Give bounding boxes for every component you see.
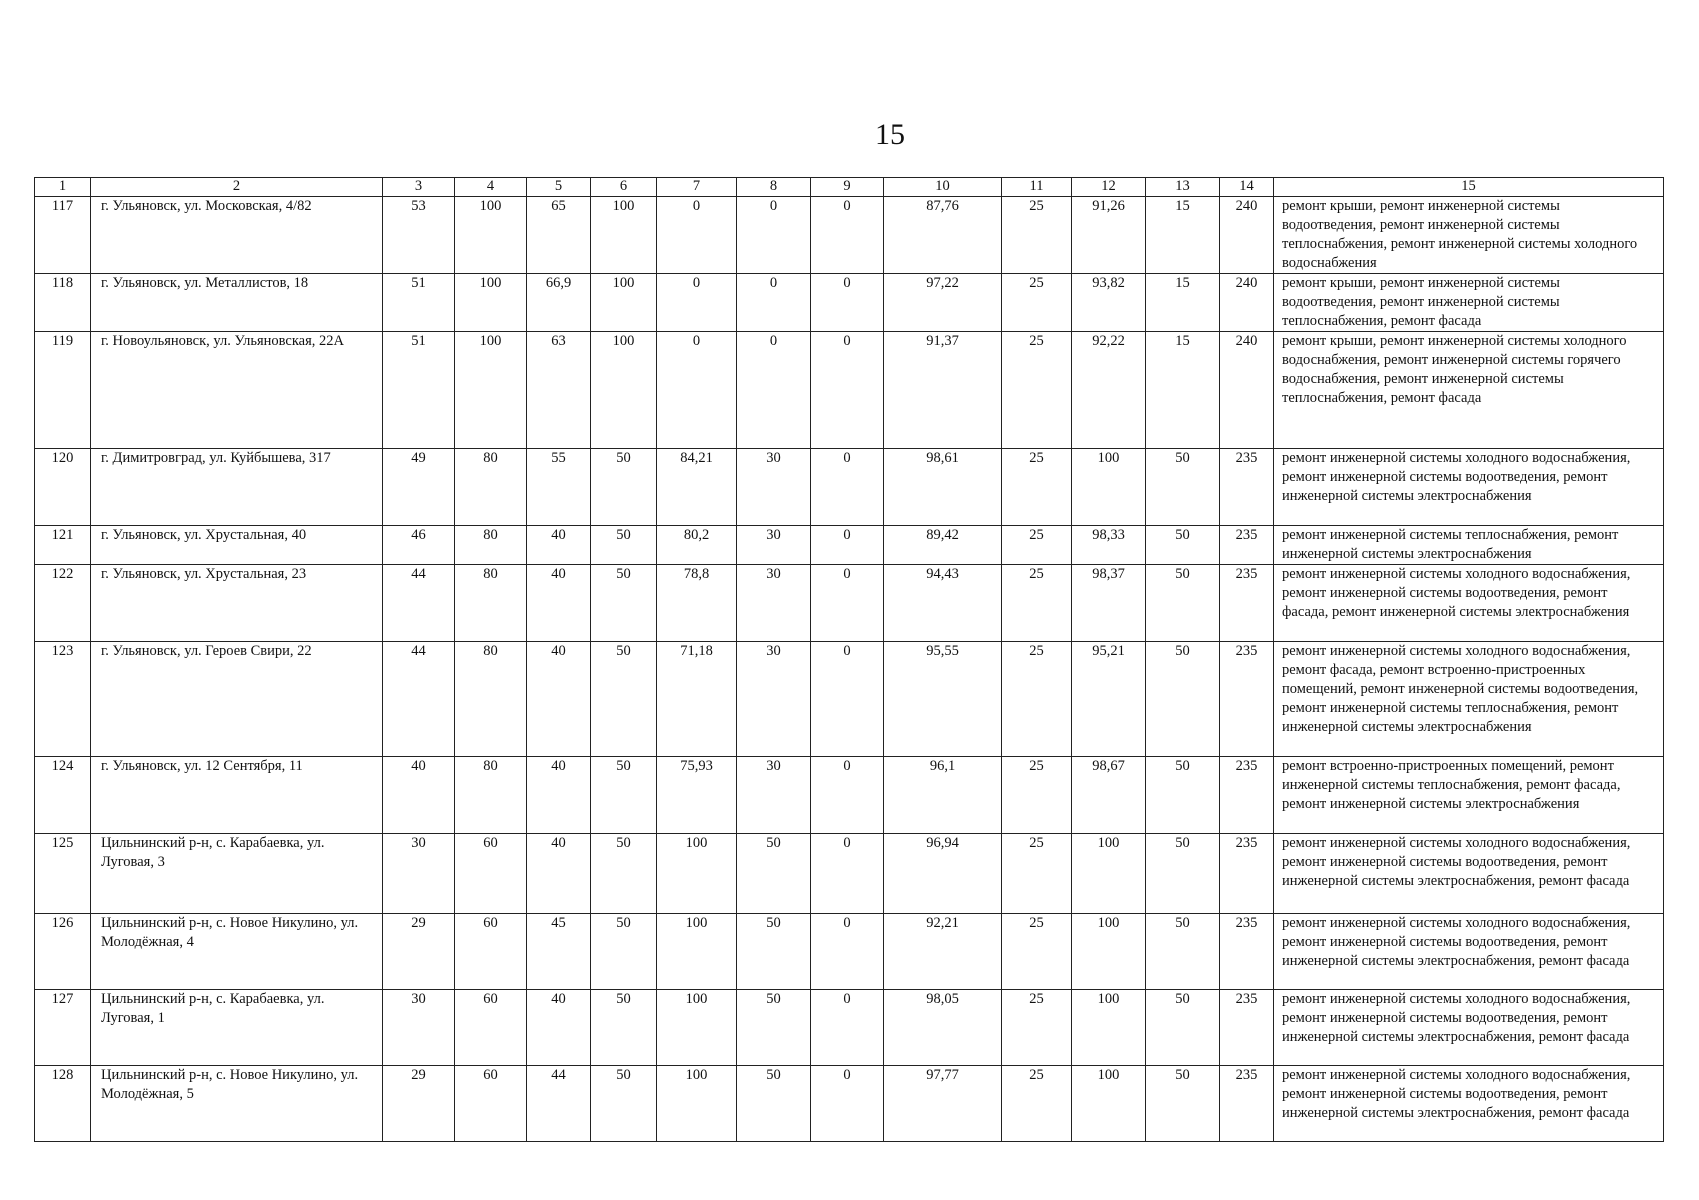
column-header: 8 (737, 178, 811, 197)
works-cell: ремонт инженерной системы холодного водоснабжения, ремонт инженерной системы водоотведения, ремонт инженерной системы электроснабжения, ремонт фасада (1274, 914, 1664, 990)
table-cell: 29 (383, 914, 455, 990)
works-cell: ремонт крыши, ремонт инженерной системы водоотведения, ремонт инженерной системы теплоснабжения, ремонт фасада (1274, 274, 1664, 332)
table-cell: 30 (383, 834, 455, 914)
table-cell: 60 (455, 990, 527, 1066)
table-cell: 40 (527, 526, 591, 565)
table-cell: 29 (383, 1066, 455, 1142)
table-cell: 98,61 (884, 449, 1002, 526)
table-cell: 40 (527, 757, 591, 834)
table-cell: 100 (657, 834, 737, 914)
address-cell: г. Ульяновск, ул. Героев Свири, 22 (91, 642, 383, 757)
table-cell: 92,22 (1072, 332, 1146, 449)
table-cell: 235 (1220, 449, 1274, 526)
table-cell: 80,2 (657, 526, 737, 565)
table-cell: 235 (1220, 565, 1274, 642)
table-cell: 15 (1146, 274, 1220, 332)
table-cell: 50 (591, 526, 657, 565)
table-cell: 25 (1002, 757, 1072, 834)
table-cell: 0 (811, 990, 884, 1066)
table-cell: 100 (591, 274, 657, 332)
works-cell: ремонт инженерной системы холодного водоснабжения, ремонт инженерной системы водоотведения, ремонт фасада, ремонт инженерной системы электроснабжения (1274, 565, 1664, 642)
table-cell: 30 (737, 757, 811, 834)
table-cell: 46 (383, 526, 455, 565)
table-cell: 50 (737, 1066, 811, 1142)
table-cell: 40 (383, 757, 455, 834)
table-cell: 0 (737, 274, 811, 332)
table-cell: 50 (1146, 642, 1220, 757)
table-cell: 0 (811, 197, 884, 274)
table-cell: 235 (1220, 914, 1274, 990)
table-cell: 235 (1220, 1066, 1274, 1142)
table-cell: 91,37 (884, 332, 1002, 449)
table-cell: 60 (455, 834, 527, 914)
table-cell: 89,42 (884, 526, 1002, 565)
works-cell: ремонт инженерной системы холодного водоснабжения, ремонт инженерной системы водоотведения, ремонт инженерной системы электроснабжения, ремонт фасада (1274, 1066, 1664, 1142)
table-row (35, 449, 1664, 526)
table-cell: 84,21 (657, 449, 737, 526)
table-cell: 0 (811, 449, 884, 526)
table-cell: 25 (1002, 834, 1072, 914)
table-cell: 40 (527, 642, 591, 757)
table-cell: 25 (1002, 526, 1072, 565)
column-header: 14 (1220, 178, 1274, 197)
table-cell: 50 (591, 642, 657, 757)
table-cell: 50 (591, 834, 657, 914)
table-cell: 100 (1072, 914, 1146, 990)
table-cell: 100 (1072, 990, 1146, 1066)
table-cell: 100 (455, 197, 527, 274)
table-cell: 53 (383, 197, 455, 274)
table-cell: 30 (737, 565, 811, 642)
table-cell: 95,21 (1072, 642, 1146, 757)
table-cell: 50 (591, 449, 657, 526)
table-row (35, 526, 1664, 565)
row-number: 117 (35, 197, 91, 274)
table-cell: 91,26 (1072, 197, 1146, 274)
table-cell: 50 (1146, 834, 1220, 914)
table-cell: 51 (383, 332, 455, 449)
table-cell: 0 (657, 197, 737, 274)
table-cell: 44 (383, 565, 455, 642)
table-cell: 60 (455, 1066, 527, 1142)
table-cell: 235 (1220, 834, 1274, 914)
table-cell: 0 (811, 914, 884, 990)
table-cell: 50 (737, 914, 811, 990)
table-cell: 240 (1220, 274, 1274, 332)
table-cell: 50 (737, 834, 811, 914)
table-cell: 51 (383, 274, 455, 332)
table-row (35, 834, 1664, 914)
page-number: 15 (875, 118, 905, 151)
table-cell: 30 (737, 449, 811, 526)
works-cell: ремонт инженерной системы теплоснабжения, ремонт инженерной системы электроснабжения (1274, 526, 1664, 565)
table-cell: 49 (383, 449, 455, 526)
table-cell: 40 (527, 834, 591, 914)
table-cell: 87,76 (884, 197, 1002, 274)
table-cell: 30 (383, 990, 455, 1066)
table-cell: 100 (657, 914, 737, 990)
table-cell: 100 (1072, 834, 1146, 914)
column-header: 10 (884, 178, 1002, 197)
table-cell: 100 (1072, 1066, 1146, 1142)
works-cell: ремонт инженерной системы холодного водоснабжения, ремонт инженерной системы водоотведения, ремонт инженерной системы электроснабжения, ремонт фасада (1274, 834, 1664, 914)
table-cell: 60 (455, 914, 527, 990)
column-header: 3 (383, 178, 455, 197)
column-header: 15 (1274, 178, 1664, 197)
row-number: 118 (35, 274, 91, 332)
table-cell: 50 (1146, 990, 1220, 1066)
table-cell: 75,93 (657, 757, 737, 834)
table-cell: 0 (737, 197, 811, 274)
table-cell: 0 (657, 274, 737, 332)
table-cell: 240 (1220, 197, 1274, 274)
works-cell: ремонт инженерной системы холодного водоснабжения, ремонт инженерной системы водоотведения, ремонт инженерной системы электроснабжения, ремонт фасада (1274, 990, 1664, 1066)
column-header: 11 (1002, 178, 1072, 197)
table-cell: 0 (811, 332, 884, 449)
table-row (35, 1066, 1664, 1142)
table-cell: 0 (737, 332, 811, 449)
table-cell: 95,55 (884, 642, 1002, 757)
table-cell: 98,05 (884, 990, 1002, 1066)
table-cell: 40 (527, 990, 591, 1066)
table-cell: 50 (1146, 526, 1220, 565)
table-cell: 25 (1002, 642, 1072, 757)
row-number: 121 (35, 526, 91, 565)
table-cell: 100 (657, 1066, 737, 1142)
column-header: 13 (1146, 178, 1220, 197)
address-cell: г. Новоульяновск, ул. Ульяновская, 22А (91, 332, 383, 449)
table-cell: 50 (591, 914, 657, 990)
table-row (35, 197, 1664, 274)
table-row (35, 274, 1664, 332)
table-cell: 25 (1002, 332, 1072, 449)
address-cell: г. Ульяновск, ул. Московская, 4/82 (91, 197, 383, 274)
row-number: 128 (35, 1066, 91, 1142)
table-header (35, 178, 1664, 197)
column-header: 7 (657, 178, 737, 197)
table-cell: 0 (811, 526, 884, 565)
column-header: 6 (591, 178, 657, 197)
table-row (35, 332, 1664, 449)
table-cell: 80 (455, 757, 527, 834)
works-cell: ремонт инженерной системы холодного водоснабжения, ремонт фасада, ремонт встроенно-пристроенных помещений, ремонт инженерной системы водоотведения, ремонт инженерной системы теплоснабжения, ремонт инженерной системы электроснабжения (1274, 642, 1664, 757)
works-cell: ремонт инженерной системы холодного водоснабжения, ремонт инженерной системы водоотведения, ремонт инженерной системы электроснабжения (1274, 449, 1664, 526)
column-header: 12 (1072, 178, 1146, 197)
address-cell: г. Ульяновск, ул. Хрустальная, 40 (91, 526, 383, 565)
table-cell: 80 (455, 642, 527, 757)
table-cell: 50 (737, 990, 811, 1066)
table-cell: 63 (527, 332, 591, 449)
table-cell: 50 (591, 757, 657, 834)
header-row (35, 178, 1664, 197)
row-number: 123 (35, 642, 91, 757)
table-row (35, 990, 1664, 1066)
table-cell: 0 (811, 274, 884, 332)
table-cell: 25 (1002, 990, 1072, 1066)
table-cell: 100 (455, 274, 527, 332)
table-cell: 94,43 (884, 565, 1002, 642)
table-cell: 97,22 (884, 274, 1002, 332)
table-row (35, 565, 1664, 642)
table-cell: 50 (1146, 449, 1220, 526)
table-cell: 44 (383, 642, 455, 757)
table-cell: 71,18 (657, 642, 737, 757)
table-cell: 0 (811, 757, 884, 834)
table-cell: 235 (1220, 757, 1274, 834)
table-cell: 80 (455, 449, 527, 526)
column-header: 5 (527, 178, 591, 197)
table-cell: 25 (1002, 914, 1072, 990)
table-cell: 98,33 (1072, 526, 1146, 565)
table-cell: 100 (1072, 449, 1146, 526)
table-cell: 50 (1146, 914, 1220, 990)
table-cell: 100 (591, 197, 657, 274)
works-cell: ремонт встроенно-пристроенных помещений, ремонт инженерной системы теплоснабжения, ремонт фасада, ремонт инженерной системы электроснабжения (1274, 757, 1664, 834)
table-row (35, 914, 1664, 990)
address-cell: г. Ульяновск, ул. 12 Сентября, 11 (91, 757, 383, 834)
table-cell: 98,67 (1072, 757, 1146, 834)
address-cell: г. Ульяновск, ул. Металлистов, 18 (91, 274, 383, 332)
table-cell: 80 (455, 526, 527, 565)
works-cell: ремонт крыши, ремонт инженерной системы водоотведения, ремонт инженерной системы теплоснабжения, ремонт инженерной системы холодного водоснабжения (1274, 197, 1664, 274)
table-cell: 235 (1220, 990, 1274, 1066)
table-cell: 50 (1146, 757, 1220, 834)
table-cell: 0 (657, 332, 737, 449)
table-cell: 50 (1146, 1066, 1220, 1142)
table-cell: 55 (527, 449, 591, 526)
address-cell: Цильнинский р-н, с. Новое Никулино, ул. Молодёжная, 4 (91, 914, 383, 990)
table-cell: 65 (527, 197, 591, 274)
table-cell: 0 (811, 642, 884, 757)
row-number: 126 (35, 914, 91, 990)
table-body (35, 197, 1664, 1142)
table-cell: 40 (527, 565, 591, 642)
repair-table (34, 177, 1664, 1142)
table-cell: 15 (1146, 332, 1220, 449)
table-cell: 240 (1220, 332, 1274, 449)
table-cell: 96,94 (884, 834, 1002, 914)
row-number: 120 (35, 449, 91, 526)
table-cell: 25 (1002, 274, 1072, 332)
table-cell: 50 (591, 990, 657, 1066)
table-cell: 25 (1002, 1066, 1072, 1142)
address-cell: Цильнинский р-н, с. Карабаевка, ул. Луговая, 3 (91, 834, 383, 914)
column-header: 9 (811, 178, 884, 197)
table-cell: 80 (455, 565, 527, 642)
table-cell: 25 (1002, 565, 1072, 642)
table-row (35, 757, 1664, 834)
table-cell: 50 (591, 565, 657, 642)
address-cell: Цильнинский р-н, с. Карабаевка, ул. Луговая, 1 (91, 990, 383, 1066)
table-cell: 93,82 (1072, 274, 1146, 332)
table-cell: 0 (811, 834, 884, 914)
works-cell: ремонт крыши, ремонт инженерной системы холодного водоснабжения, ремонт инженерной системы горячего водоснабжения, ремонт инженерной системы теплоснабжения, ремонт фасада (1274, 332, 1664, 449)
table-cell: 25 (1002, 197, 1072, 274)
row-number: 127 (35, 990, 91, 1066)
table-cell: 15 (1146, 197, 1220, 274)
row-number: 122 (35, 565, 91, 642)
address-cell: Цильнинский р-н, с. Новое Никулино, ул. Молодёжная, 5 (91, 1066, 383, 1142)
table-cell: 235 (1220, 642, 1274, 757)
table-cell: 0 (811, 565, 884, 642)
table-cell: 30 (737, 642, 811, 757)
table-cell: 98,37 (1072, 565, 1146, 642)
column-header: 4 (455, 178, 527, 197)
row-number: 125 (35, 834, 91, 914)
table-cell: 235 (1220, 526, 1274, 565)
table-cell: 100 (591, 332, 657, 449)
table-cell: 96,1 (884, 757, 1002, 834)
table-cell: 78,8 (657, 565, 737, 642)
table-cell: 44 (527, 1066, 591, 1142)
column-header: 2 (91, 178, 383, 197)
table-cell: 0 (811, 1066, 884, 1142)
table-cell: 97,77 (884, 1066, 1002, 1142)
table-cell: 100 (455, 332, 527, 449)
table-cell: 100 (657, 990, 737, 1066)
table-cell: 50 (591, 1066, 657, 1142)
table-cell: 25 (1002, 449, 1072, 526)
table-cell: 30 (737, 526, 811, 565)
row-number: 119 (35, 332, 91, 449)
table-cell: 92,21 (884, 914, 1002, 990)
row-number: 124 (35, 757, 91, 834)
table-cell: 50 (1146, 565, 1220, 642)
table-cell: 66,9 (527, 274, 591, 332)
address-cell: г. Димитровград, ул. Куйбышева, 317 (91, 449, 383, 526)
column-header: 1 (35, 178, 91, 197)
table-cell: 45 (527, 914, 591, 990)
address-cell: г. Ульяновск, ул. Хрустальная, 23 (91, 565, 383, 642)
table-row (35, 642, 1664, 757)
